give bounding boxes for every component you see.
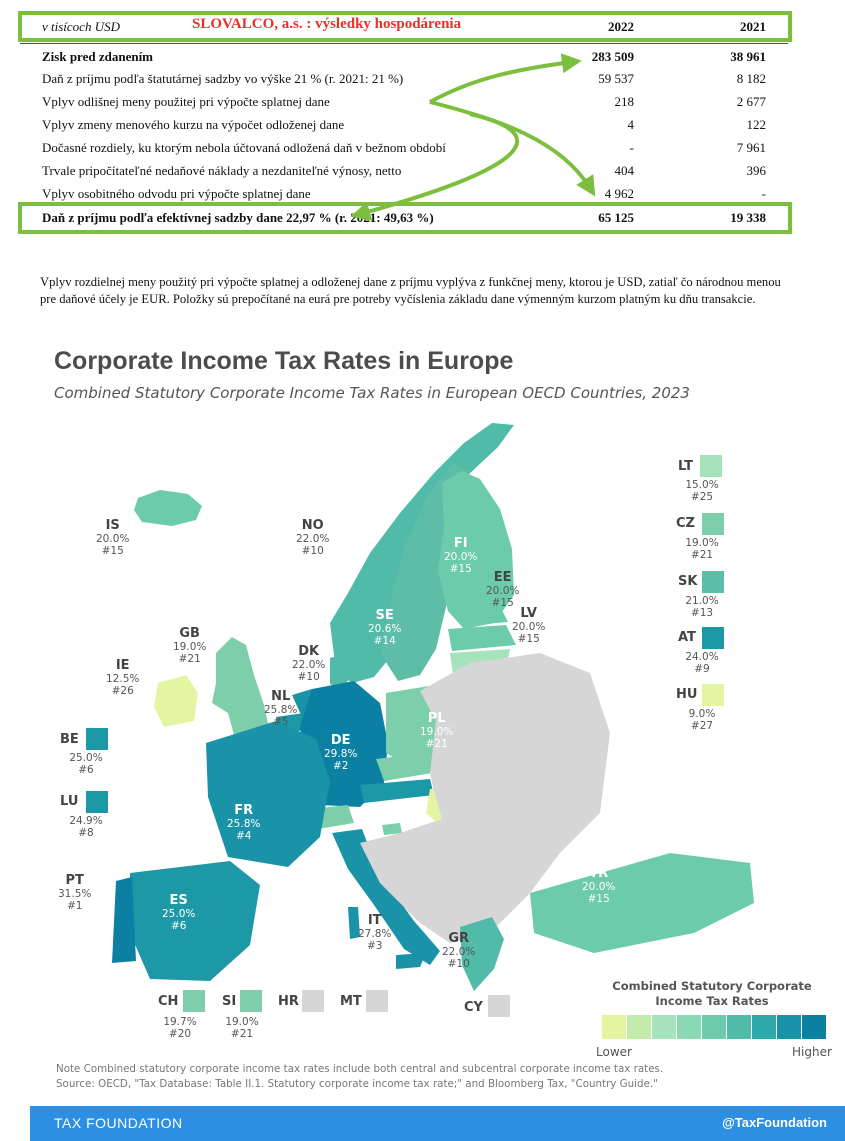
annotation-arrows (0, 0, 845, 270)
row-value-2021: - (761, 186, 766, 201)
swatch-hu (702, 684, 724, 706)
row-label: Zisk pred zdanením (42, 49, 154, 64)
row-value-2021: 122 (746, 117, 766, 132)
bottom-code-si: SI (222, 994, 237, 1009)
swatch-lt (700, 455, 722, 477)
scale-step (727, 1015, 751, 1039)
bottom-code-ch: CH (158, 994, 179, 1009)
row-label: Daň z príjmu podľa efektívnej sadzby dane 22,97 % (r. 2021: 49,63 %) (42, 210, 434, 225)
side-code-hu: HU (676, 687, 698, 702)
header-2022: 2022 (608, 19, 634, 34)
side-label-be: 25.0% #6 (69, 752, 103, 776)
swatch-ch (183, 990, 205, 1012)
row-label: Trvale pripočítateľné nedaňové náklady a nezdaniteľné výnosy, netto (42, 163, 402, 178)
label-no: NO 22.0% #10 (296, 518, 330, 557)
note-text: Note Combined statutory corporate income tax rates include both central and subcentral corporate income tax rates. (56, 1063, 664, 1075)
side-code-at: AT (678, 630, 696, 645)
label-gr: GR 22.0% #10 (442, 931, 476, 970)
swatch-be (86, 728, 108, 750)
arrow-to-profit (430, 62, 572, 102)
side-code-lu: LU (60, 794, 79, 809)
region-iceland (134, 490, 202, 526)
scale-step (602, 1015, 626, 1039)
row-label: Daň z príjmu podľa štatutárnej sadzby vo výške 21 % (r. 2021: 21 %) (42, 71, 404, 86)
scale-high-label: Higher (792, 1045, 832, 1059)
side-label-lt: 15.0% #25 (685, 479, 719, 503)
row-value-2022: 283 509 (591, 49, 634, 64)
label-se: SE 20.6% #14 (368, 608, 402, 647)
label-pt: PT 31.5% #1 (58, 873, 92, 912)
scale-step (752, 1015, 776, 1039)
side-code-cz: CZ (676, 516, 695, 531)
row-value-2022: 4 (627, 117, 634, 132)
region-portugal (112, 877, 136, 963)
arrow-to-effective-tax (360, 114, 517, 214)
table-title: SLOVALCO, a.s. : výsledky hospodárenia (192, 16, 462, 32)
label-fr: FR 25.8% #4 (227, 803, 261, 842)
side-label-cz: 19.0% #21 (685, 537, 719, 561)
side-label-hu: 9.0% #27 (688, 708, 716, 732)
label-it: IT 27.8% #3 (358, 913, 392, 952)
label-ee: EE 20.0% #15 (486, 570, 520, 609)
label-dk: DK 22.0% #10 (292, 644, 326, 683)
region-slovenia (382, 823, 402, 835)
table-note: Vplyv rozdielnej meny použitý pri výpočte splatnej a odloženej dane z príjmu vyplýva z funkčnej meny, ktorou je USD, zatiaľ čo národnou menou pre daňové účely je EUR. Položky sú prepočítané na eurá pre potreby vyčíslenia základu dane výmenným kurzom platným ku dňu transakcie. (40, 275, 781, 306)
region-france (206, 721, 330, 867)
swatch-lu (86, 791, 108, 813)
scale-step (677, 1015, 701, 1039)
scale-low-label: Lower (596, 1045, 632, 1059)
label-de: DE 29.8% #2 (324, 733, 358, 772)
header-2021: 2021 (740, 19, 766, 34)
row-value-2021: 7 961 (736, 140, 766, 155)
unit-label: v tisícoch USD (42, 19, 120, 34)
label-fi: FI 20.0% #15 (444, 536, 478, 575)
row-value-2021: 38 961 (730, 49, 766, 64)
row-value-2022: 65 125 (598, 210, 634, 225)
side-label-sk: 21.0% #13 (685, 595, 719, 619)
row-label: Vplyv osobitného odvodu pri výpočte splatnej dane (42, 186, 311, 201)
footer-bar (30, 1106, 845, 1141)
row-label: Vplyv zmeny menového kurzu na výpočet odloženej dane (42, 117, 345, 132)
region-estonia (460, 606, 508, 626)
side-label-lu: 24.9% #8 (69, 815, 103, 839)
map-title: Corporate Income Tax Rates in Europe (54, 347, 514, 375)
row-value-2021: 8 182 (736, 71, 766, 86)
region-sicily (396, 953, 426, 969)
row-value-2021: 396 (746, 163, 766, 178)
swatch-cz (702, 513, 724, 535)
bottom-label-ch: 19.7% #20 (163, 1016, 197, 1040)
scale-step (802, 1015, 826, 1039)
scale-step (702, 1015, 726, 1039)
label-ie: IE 12.5% #26 (106, 658, 140, 697)
bottom-code-cy: CY (464, 1000, 483, 1015)
side-code-lt: LT (678, 459, 693, 474)
row-value-2022: 404 (614, 163, 634, 178)
map-footnote (56, 1062, 756, 1092)
swatch-mt (366, 990, 388, 1012)
label-pl: PL 19.0% #21 (420, 711, 454, 750)
swatch-hr (302, 990, 324, 1012)
side-code-sk: SK (678, 574, 698, 589)
label-nl: NL 25.8% #5 (264, 689, 298, 728)
label-es: ES 25.0% #6 (162, 893, 196, 932)
label-tr: TR 20.0% #15 (582, 866, 616, 905)
scale-title: Combined Statutory Corporate Income Tax Rates (612, 979, 812, 1008)
row-value-2021: 2 677 (736, 94, 766, 109)
row-value-2022: 4 962 (604, 186, 634, 201)
arrow-to-levy (430, 102, 590, 188)
bottom-label-si: 19.0% #21 (225, 1016, 259, 1040)
row-label: Dočasné rozdiely, ku ktorým nebola účtovaná odložená daň v bežnom období (42, 140, 446, 155)
swatch-si (240, 990, 262, 1012)
row-value-2021: 19 338 (730, 210, 766, 225)
label-gb: GB 19.0% #21 (173, 626, 207, 665)
region-latvia (448, 625, 516, 651)
region-ireland (154, 675, 198, 727)
side-code-be: BE (60, 732, 79, 747)
scale-step (652, 1015, 676, 1039)
footer-brand: TAX FOUNDATION (54, 1115, 183, 1131)
map-subtitle: Combined Statutory Corporate Income Tax Rates in European OECD Countries, 2023 (54, 384, 690, 402)
row-label: Vplyv odlišnej meny použitej pri výpočte splatnej dane (42, 94, 330, 109)
row-value-2022: 218 (614, 94, 634, 109)
scale-step (777, 1015, 801, 1039)
scale-step (627, 1015, 651, 1039)
region-turkey (530, 853, 754, 953)
swatch-sk (702, 571, 724, 593)
footer-handle[interactable]: @TaxFoundation (722, 1115, 827, 1130)
row-value-2022: - (629, 140, 634, 155)
bottom-code-hr: HR (278, 994, 299, 1009)
row-value-2022: 59 537 (598, 71, 634, 86)
tax-map-infographic (30, 333, 845, 1141)
label-lv: LV 20.0% #15 (512, 606, 546, 645)
source-text: Source: OECD, "Tax Database: Table II.1. Statutory corporate income tax rate;" and Bloomberg Tax, "Country Guide." (56, 1078, 658, 1090)
swatch-cy (488, 995, 510, 1017)
bottom-code-mt: MT (340, 994, 362, 1009)
side-label-at: 24.0% #9 (685, 651, 719, 675)
label-is: IS 20.0% #15 (96, 518, 130, 557)
swatch-at (702, 627, 724, 649)
